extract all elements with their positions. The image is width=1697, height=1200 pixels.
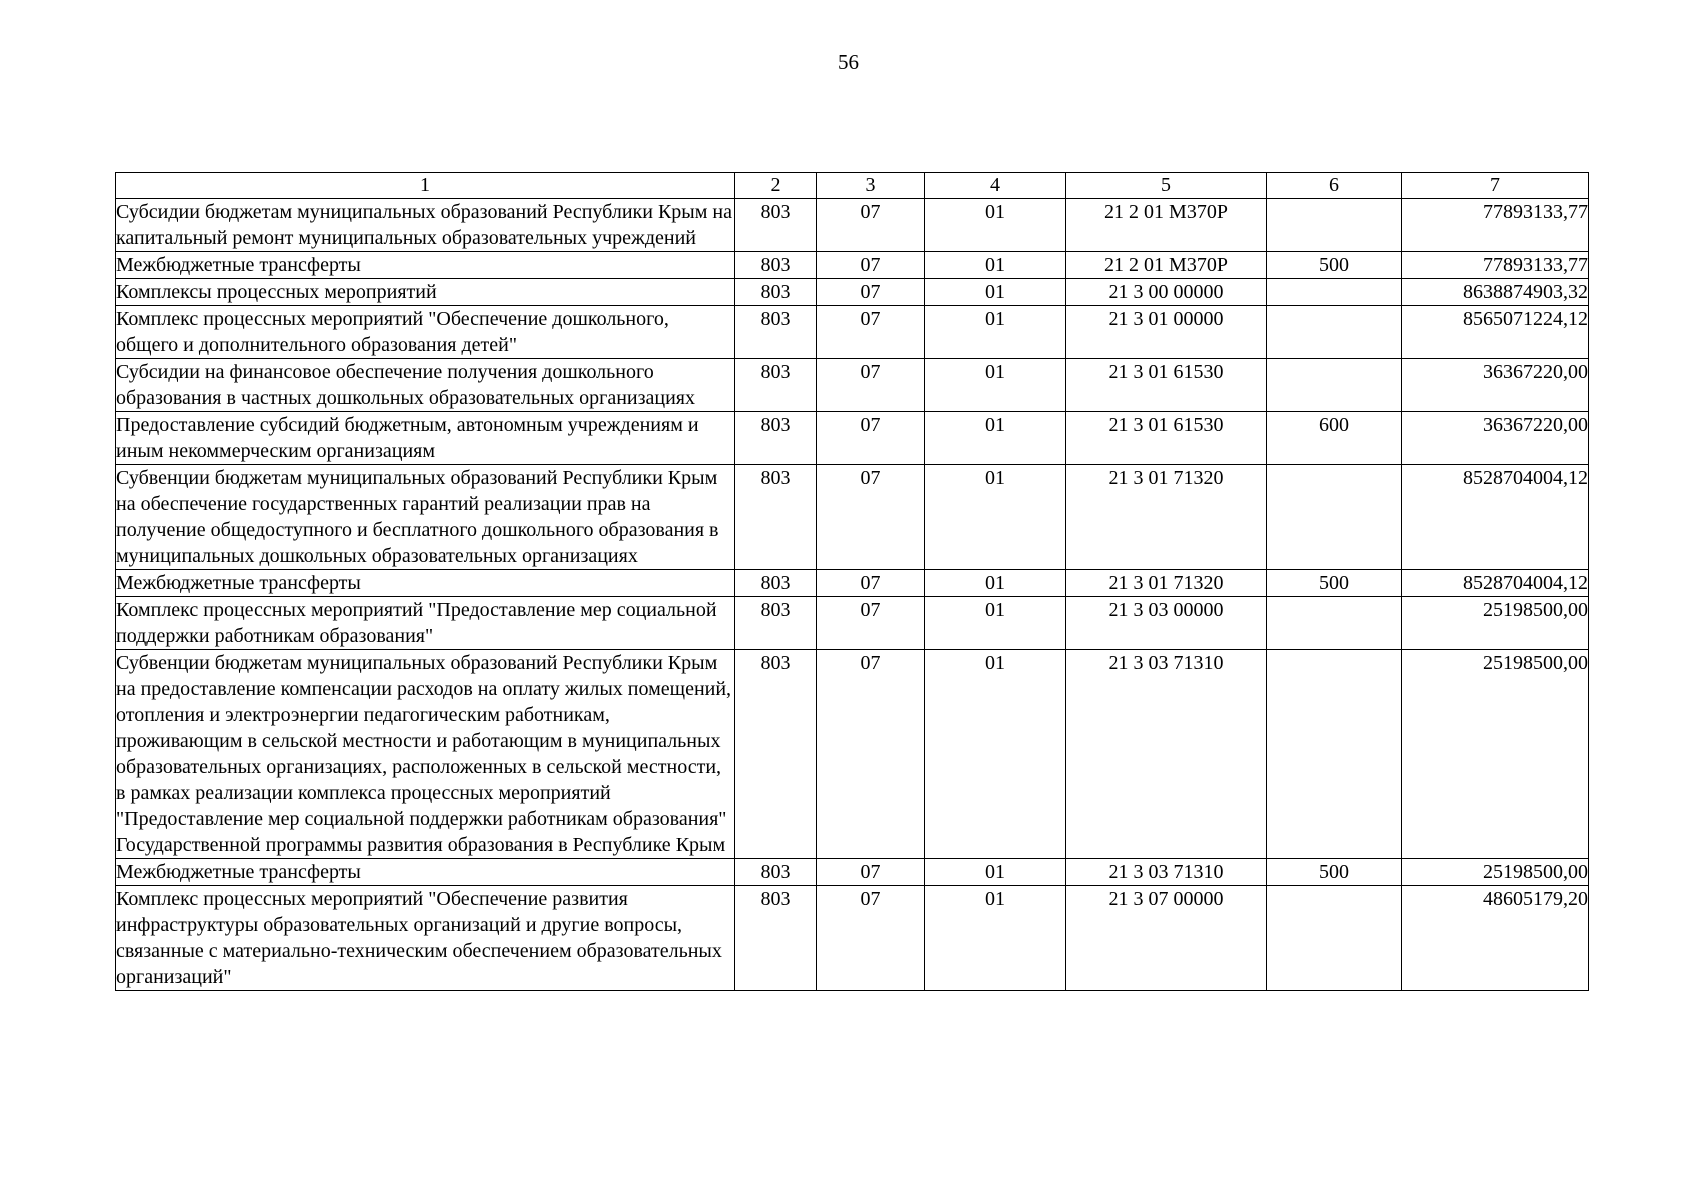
- amount-cell: 8565071224,12: [1402, 306, 1589, 359]
- ministry-code-cell: 803: [735, 279, 817, 306]
- ministry-code-cell: 803: [735, 199, 817, 252]
- row-name-cell: Межбюджетные трансферты: [116, 570, 735, 597]
- section-code-cell: 07: [817, 252, 925, 279]
- table-row: [116, 886, 1589, 991]
- budget-table: [115, 172, 1589, 991]
- expense-type-cell: 500: [1267, 570, 1402, 597]
- ministry-code-cell: 803: [735, 859, 817, 886]
- expense-type-cell: [1267, 650, 1402, 859]
- amount-cell: 25198500,00: [1402, 859, 1589, 886]
- amount-cell: 36367220,00: [1402, 412, 1589, 465]
- amount-cell: 36367220,00: [1402, 359, 1589, 412]
- target-article-cell: 21 2 01 М370Р: [1066, 199, 1267, 252]
- section-code-cell: 07: [817, 199, 925, 252]
- target-article-cell: 21 3 01 61530: [1066, 359, 1267, 412]
- row-name-cell: Комплекс процессных мероприятий "Обеспечение дошкольного, общего и дополнительного образования детей": [116, 306, 735, 359]
- column-header: 5: [1066, 173, 1267, 199]
- target-article-cell: 21 2 01 М370Р: [1066, 252, 1267, 279]
- subsection-code-cell: 01: [925, 199, 1066, 252]
- table-row: [116, 570, 1589, 597]
- target-article-cell: 21 3 00 00000: [1066, 279, 1267, 306]
- section-code-cell: 07: [817, 306, 925, 359]
- table-row: [116, 306, 1589, 359]
- ministry-code-cell: 803: [735, 465, 817, 570]
- subsection-code-cell: 01: [925, 597, 1066, 650]
- amount-cell: 77893133,77: [1402, 199, 1589, 252]
- row-name-cell: Комплексы процессных мероприятий: [116, 279, 735, 306]
- amount-cell: 77893133,77: [1402, 252, 1589, 279]
- expense-type-cell: 500: [1267, 252, 1402, 279]
- subsection-code-cell: 01: [925, 570, 1066, 597]
- table-row: [116, 279, 1589, 306]
- subsection-code-cell: 01: [925, 359, 1066, 412]
- column-header: 2: [735, 173, 817, 199]
- target-article-cell: 21 3 03 00000: [1066, 597, 1267, 650]
- subsection-code-cell: 01: [925, 306, 1066, 359]
- amount-cell: 25198500,00: [1402, 650, 1589, 859]
- section-code-cell: 07: [817, 886, 925, 991]
- table-row: [116, 252, 1589, 279]
- table-row: [116, 199, 1589, 252]
- subsection-code-cell: 01: [925, 465, 1066, 570]
- section-code-cell: 07: [817, 597, 925, 650]
- row-name-cell: Межбюджетные трансферты: [116, 252, 735, 279]
- subsection-code-cell: 01: [925, 252, 1066, 279]
- expense-type-cell: 600: [1267, 412, 1402, 465]
- subsection-code-cell: 01: [925, 886, 1066, 991]
- amount-cell: 8528704004,12: [1402, 570, 1589, 597]
- column-header: 6: [1267, 173, 1402, 199]
- column-header: 4: [925, 173, 1066, 199]
- page-number: 56: [838, 50, 859, 74]
- table-row: [116, 412, 1589, 465]
- column-header: 7: [1402, 173, 1589, 199]
- expense-type-cell: [1267, 199, 1402, 252]
- ministry-code-cell: 803: [735, 252, 817, 279]
- ministry-code-cell: 803: [735, 570, 817, 597]
- ministry-code-cell: 803: [735, 650, 817, 859]
- subsection-code-cell: 01: [925, 650, 1066, 859]
- target-article-cell: 21 3 03 71310: [1066, 859, 1267, 886]
- table-row: [116, 597, 1589, 650]
- ministry-code-cell: 803: [735, 886, 817, 991]
- expense-type-cell: [1267, 886, 1402, 991]
- section-code-cell: 07: [817, 570, 925, 597]
- row-name-cell: Субвенции бюджетам муниципальных образований Республики Крым на предоставление компенсации расходов на оплату жилых помещений, отопления и электроэнергии педагогическим работникам, проживающим в сельской местности и работающим в муниципальных образовательных организациях, расположенных в сельской местности, в рамках реализации комплекса процессных мероприятий "Предоставление мер социальной поддержки работникам образования" Государственной программы развития образования в Республике Крым: [116, 650, 735, 859]
- table-row: [116, 465, 1589, 570]
- section-code-cell: 07: [817, 279, 925, 306]
- section-code-cell: 07: [817, 650, 925, 859]
- section-code-cell: 07: [817, 359, 925, 412]
- ministry-code-cell: 803: [735, 412, 817, 465]
- ministry-code-cell: 803: [735, 359, 817, 412]
- row-name-cell: Предоставление субсидий бюджетным, автономным учреждениям и иным некоммерческим организациям: [116, 412, 735, 465]
- ministry-code-cell: 803: [735, 597, 817, 650]
- expense-type-cell: [1267, 306, 1402, 359]
- target-article-cell: 21 3 01 00000: [1066, 306, 1267, 359]
- amount-cell: 8528704004,12: [1402, 465, 1589, 570]
- target-article-cell: 21 3 03 71310: [1066, 650, 1267, 859]
- row-name-cell: Субвенции бюджетам муниципальных образований Республики Крым на обеспечение государственных гарантий реализации прав на получение общедоступного и бесплатного дошкольного образования в муниципальных дошкольных образовательных организациях: [116, 465, 735, 570]
- expense-type-cell: 500: [1267, 859, 1402, 886]
- amount-cell: 8638874903,32: [1402, 279, 1589, 306]
- row-name-cell: Комплекс процессных мероприятий "Обеспечение развития инфраструктуры образовательных организаций и другие вопросы, связанные с материально-техническим обеспечением образовательных организаций": [116, 886, 735, 991]
- ministry-code-cell: 803: [735, 306, 817, 359]
- subsection-code-cell: 01: [925, 412, 1066, 465]
- column-header: 3: [817, 173, 925, 199]
- target-article-cell: 21 3 01 71320: [1066, 465, 1267, 570]
- row-name-cell: Субсидии на финансовое обеспечение получения дошкольного образования в частных дошкольных образовательных организациях: [116, 359, 735, 412]
- row-name-cell: Комплекс процессных мероприятий "Предоставление мер социальной поддержки работникам образования": [116, 597, 735, 650]
- amount-cell: 25198500,00: [1402, 597, 1589, 650]
- target-article-cell: 21 3 01 61530: [1066, 412, 1267, 465]
- target-article-cell: 21 3 01 71320: [1066, 570, 1267, 597]
- target-article-cell: 21 3 07 00000: [1066, 886, 1267, 991]
- table-row: [116, 859, 1589, 886]
- row-name-cell: Межбюджетные трансферты: [116, 859, 735, 886]
- subsection-code-cell: 01: [925, 859, 1066, 886]
- expense-type-cell: [1267, 597, 1402, 650]
- section-code-cell: 07: [817, 465, 925, 570]
- column-number-row: [116, 173, 1589, 199]
- row-name-cell: Субсидии бюджетам муниципальных образований Республики Крым на капитальный ремонт муниципальных образовательных учреждений: [116, 199, 735, 252]
- table-row: [116, 650, 1589, 859]
- subsection-code-cell: 01: [925, 279, 1066, 306]
- expense-type-cell: [1267, 359, 1402, 412]
- table-row: [116, 359, 1589, 412]
- expense-type-cell: [1267, 465, 1402, 570]
- expense-type-cell: [1267, 279, 1402, 306]
- amount-cell: 48605179,20: [1402, 886, 1589, 991]
- section-code-cell: 07: [817, 412, 925, 465]
- column-header: 1: [116, 173, 735, 199]
- section-code-cell: 07: [817, 859, 925, 886]
